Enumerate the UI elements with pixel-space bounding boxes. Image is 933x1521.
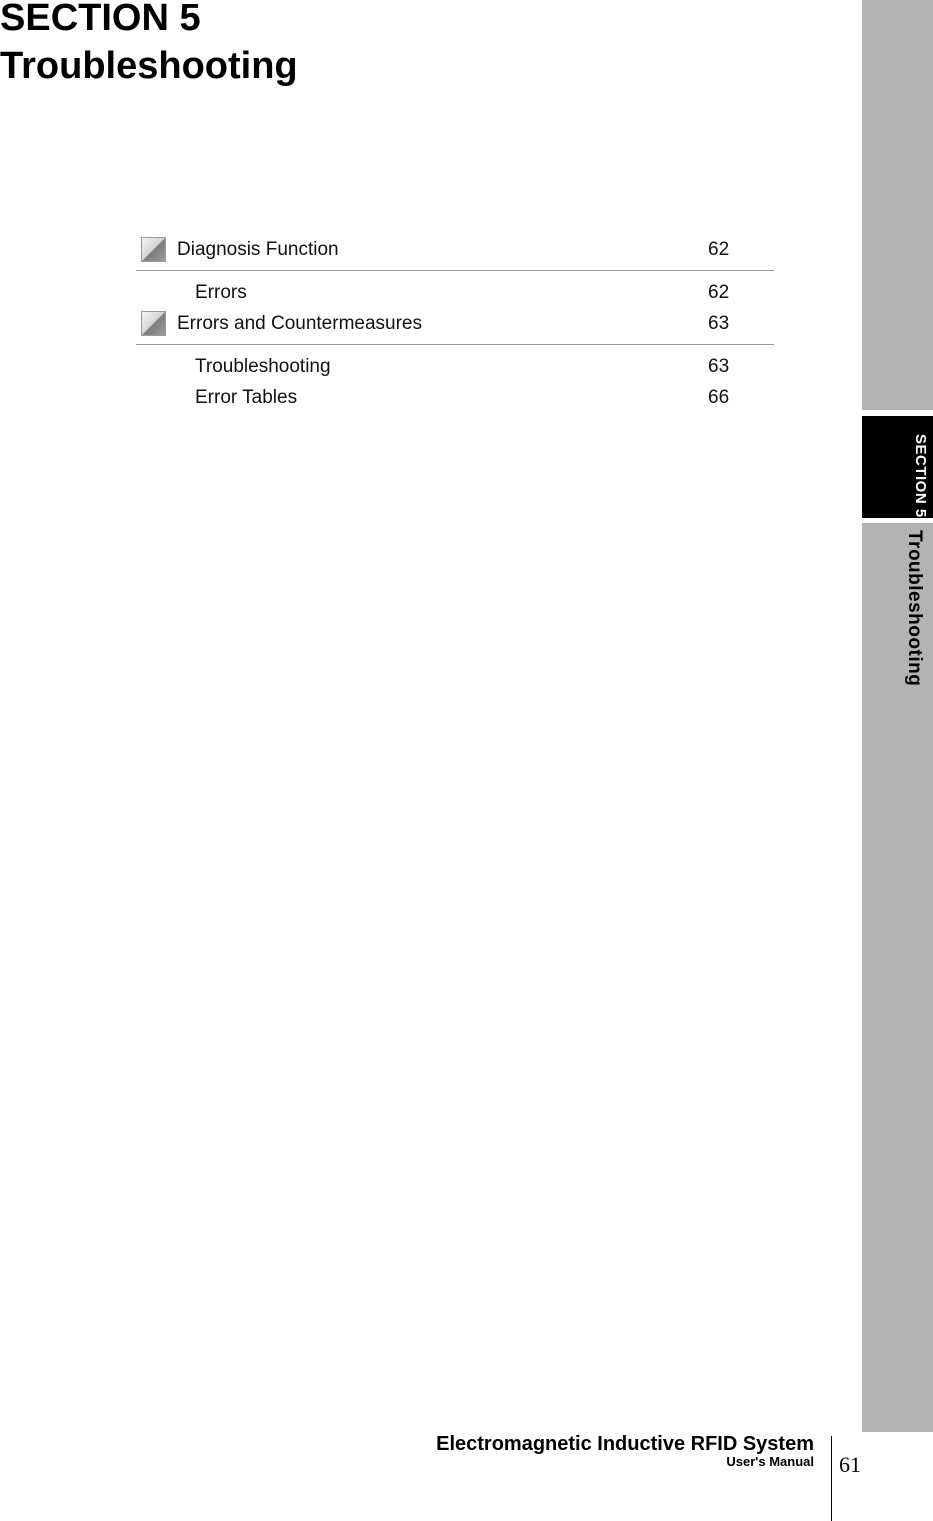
toc-entry-error-tables[interactable] bbox=[136, 382, 774, 413]
toc-entry-page: 62 bbox=[708, 239, 730, 260]
toc-entry-label: Diagnosis Function bbox=[177, 239, 339, 260]
toc-entry-page: 63 bbox=[708, 313, 730, 334]
toc-divider bbox=[136, 270, 774, 271]
toc-entry-label: Errors and Countermeasures bbox=[177, 313, 422, 334]
side-bar-top bbox=[862, 0, 933, 410]
section-title: Troubleshooting bbox=[0, 45, 298, 87]
section-heading bbox=[0, 0, 298, 90]
footer-divider bbox=[831, 1436, 832, 1521]
toc-entry-errors-and-countermeasures[interactable] bbox=[136, 308, 774, 339]
table-of-contents bbox=[136, 234, 774, 413]
toc-entry-label: Error Tables bbox=[195, 387, 298, 408]
toc-divider bbox=[136, 344, 774, 345]
toc-entry-page: 62 bbox=[708, 282, 730, 303]
toc-entry-page: 66 bbox=[708, 387, 730, 408]
toc-entry-troubleshooting[interactable] bbox=[136, 351, 774, 382]
bevel-square-icon bbox=[141, 237, 166, 262]
toc-entry-errors[interactable] bbox=[136, 277, 774, 308]
page-number: 61 bbox=[839, 1452, 861, 1477]
footer-product-title: Electromagnetic Inductive RFID System bbox=[436, 1433, 814, 1455]
toc-entry-label: Errors bbox=[195, 282, 247, 303]
side-tab-title: Troubleshooting bbox=[904, 530, 925, 687]
section-tab-label: SECTION 5 bbox=[912, 434, 929, 518]
toc-entry-diagnosis-function[interactable] bbox=[136, 234, 774, 265]
footer-manual-label: User's Manual bbox=[726, 1454, 814, 1469]
toc-entry-page: 63 bbox=[708, 356, 730, 377]
toc-entry-label: Troubleshooting bbox=[195, 356, 331, 377]
bevel-square-icon bbox=[141, 311, 166, 336]
section-label: SECTION 5 bbox=[0, 0, 201, 39]
